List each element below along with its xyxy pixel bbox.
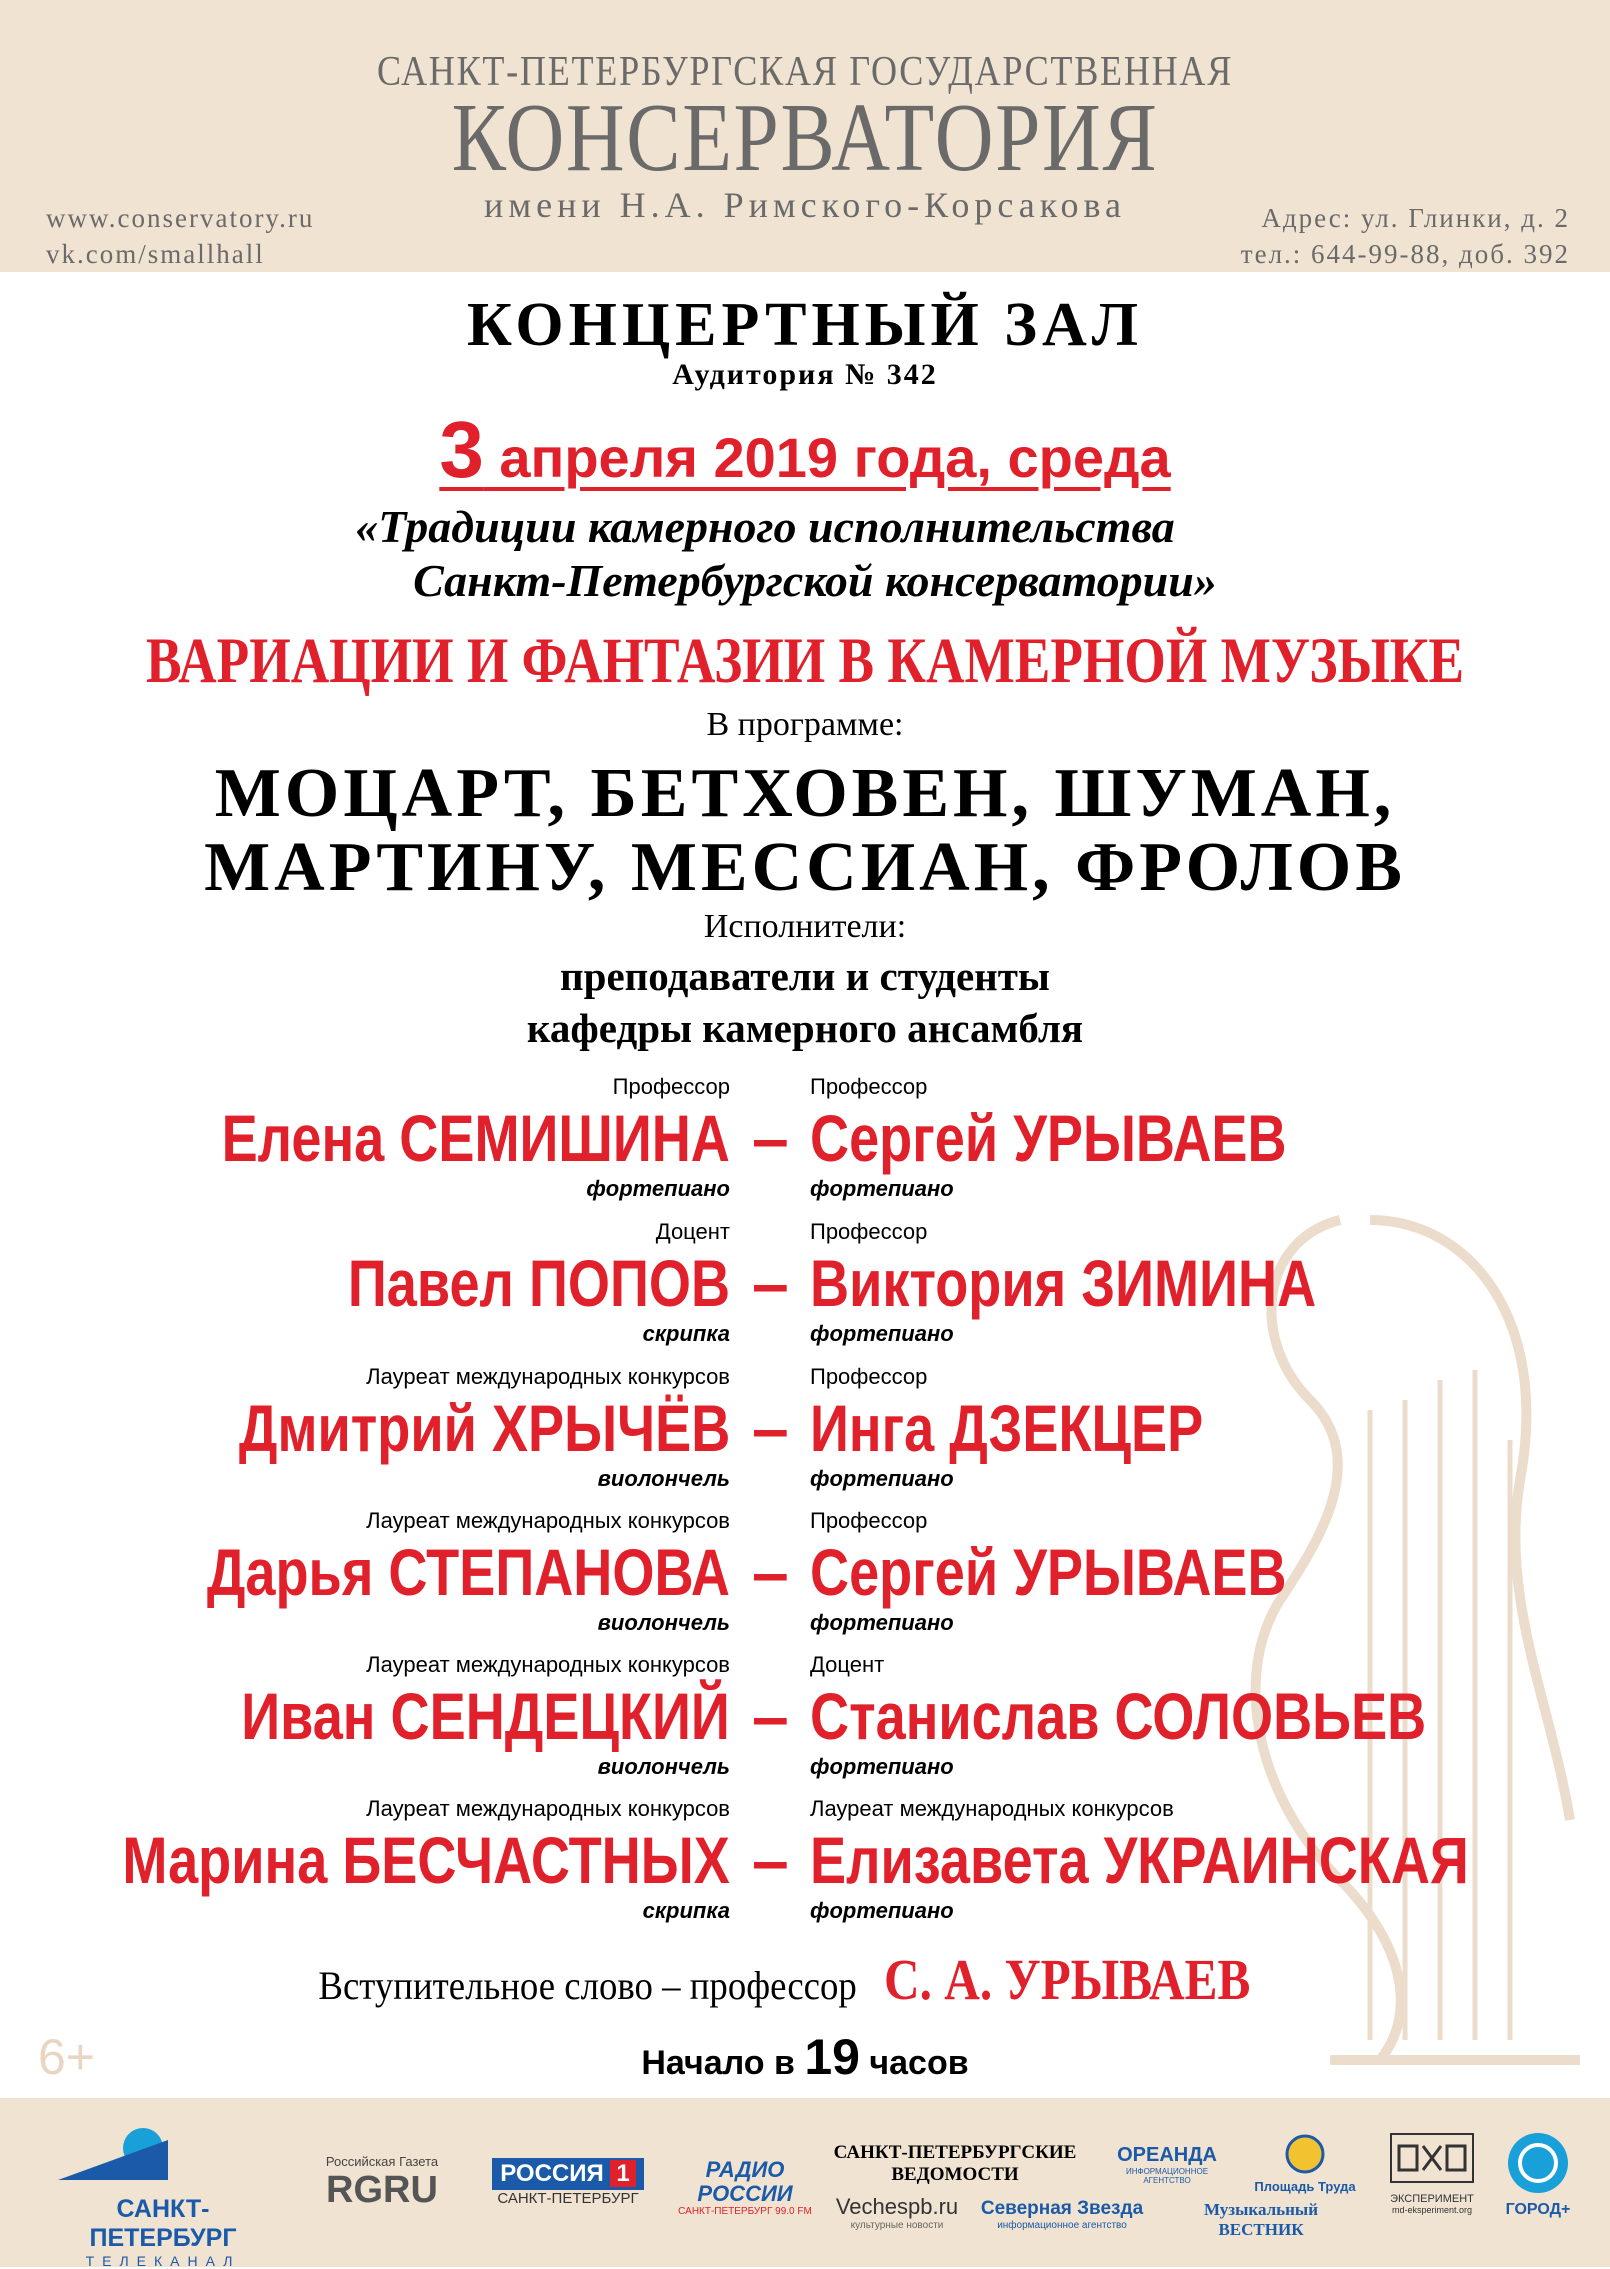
- header-line1: САНКТ-ПЕТЕРБУРГСКАЯ ГОСУДАРСТВЕННАЯ: [376, 49, 1234, 95]
- concert-hall-title: КОНЦЕРТНЫЙ ЗАЛ: [467, 291, 1143, 359]
- performer-name: Елена СЕМИШИНА: [221, 1101, 730, 1175]
- duo-right-performer: [810, 1508, 1391, 1636]
- duo-left-performer: [131, 1364, 730, 1492]
- performer-name: Виктория ЗИМИНА: [810, 1246, 1317, 1320]
- gorod-emblem-icon: [1505, 2130, 1571, 2196]
- concert-date: [0, 404, 1610, 496]
- performer-name: Елизавета УКРАИНСКАЯ: [810, 1823, 1469, 1897]
- performer-instrument: фортепиано: [810, 1466, 954, 1491]
- oreanda-sub: ИНФОРМАЦИОННОЕ АГЕНТСТВО: [1125, 2167, 1209, 2185]
- composers-line1: МОЦАРТ, БЕТХОВЕН, ШУМАН,: [214, 755, 1396, 832]
- duo-left-performer: [264, 1219, 730, 1347]
- performer-name: Сергей УРЫВАЕВ: [810, 1535, 1287, 1609]
- ploschad-emblem-icon: [1285, 2134, 1325, 2174]
- oreanda-name: ОРЕАНДА: [1117, 2144, 1217, 2166]
- performer-rank: Профессор: [810, 1364, 928, 1389]
- duo-left-performer: [134, 1652, 730, 1780]
- spb-tv-emblem-icon: [48, 2120, 278, 2190]
- address: Адрес: ул. Глинки, д. 2: [1261, 203, 1570, 233]
- duo-dash: –: [752, 1823, 789, 1897]
- phone: тел.: 644-99-88, доб. 392: [1240, 239, 1570, 269]
- vechespb-logo[interactable]: [832, 2194, 962, 2231]
- performer-name: Дмитрий ХРЫЧЁВ: [238, 1391, 730, 1465]
- start-suffix: часов: [859, 2044, 969, 2082]
- vk-link[interactable]: vk.com/smallhall: [46, 239, 265, 269]
- vestnik-logo[interactable]: [1186, 2200, 1336, 2240]
- performer-rank: Профессор: [810, 1219, 928, 1244]
- duo-right-performer: [810, 1796, 1610, 1924]
- eksperiment-name: ЭКСПЕРИМЕНТ: [1390, 2193, 1474, 2205]
- website-link[interactable]: www.conservatory.ru: [46, 203, 315, 233]
- performer-rank: Профессор: [612, 1074, 730, 1099]
- performer-rank: Лауреат международных конкурсов: [366, 1796, 730, 1821]
- ploschad-name: Площадь Труда: [1254, 2179, 1356, 2194]
- concert-theme: ВАРИАЦИИ И ФАНТАЗИИ В КАМЕРНОЙ МУЗЫКЕ: [145, 625, 1464, 697]
- performer-rank: Лауреат международных конкурсов: [810, 1796, 1174, 1821]
- duo-dash: –: [752, 1535, 789, 1609]
- spb-vedomosti-logo[interactable]: [828, 2142, 1082, 2186]
- header-band: [0, 0, 1610, 272]
- performer-name: Инга ДЗЕКЦЕР: [810, 1391, 1204, 1465]
- duo-right-performer: [810, 1652, 1562, 1780]
- start-time: [0, 2028, 1610, 2086]
- vechespb-sub: культурные новости: [850, 2220, 944, 2231]
- duo-left-performer: [0, 1796, 730, 1924]
- russia1-sub: САНКТ-ПЕТЕРБУРГ: [497, 2190, 639, 2207]
- performer-instrument: фортепиано: [810, 1754, 954, 1779]
- zvezda-name: Северная Звезда: [980, 2198, 1144, 2219]
- intro-speech: [0, 1946, 1610, 2013]
- zvezda-logo[interactable]: [962, 2198, 1162, 2231]
- date-day: 3: [439, 405, 484, 494]
- radio-russia-logo[interactable]: [660, 2158, 830, 2217]
- gorod-plus-logo[interactable]: [1498, 2130, 1578, 2219]
- spbved-name: САНКТ-ПЕТЕРБУРГСКИЕ ВЕДОМОСТИ: [833, 2142, 1077, 2185]
- performer-rank: Лауреат международных конкурсов: [366, 1652, 730, 1677]
- composers-line2: МАРТИНУ, МЕССИАН, ФРОЛОВ: [204, 829, 1406, 906]
- performer-instrument: фортепиано: [586, 1176, 730, 1201]
- performer-name: Марина БЕСЧАСТНЫХ: [122, 1823, 730, 1897]
- performer-instrument: фортепиано: [810, 1321, 954, 1346]
- header-line3: имени Н.А. Римского-Корсакова: [484, 185, 1126, 225]
- intro-label: Вступительное слово – профессор: [318, 1963, 857, 2008]
- duo-dash: –: [752, 1679, 789, 1753]
- performer-rank: Лауреат международных конкурсов: [366, 1364, 730, 1389]
- performer-instrument: виолончель: [597, 1754, 730, 1779]
- performers-line1: преподаватели и студенты: [560, 953, 1050, 999]
- performer-instrument: фортепиано: [810, 1176, 954, 1201]
- duo-row: [0, 1796, 1610, 1941]
- gorod-name: ГОРОД+: [1505, 2201, 1571, 2218]
- performer-name: Дарья СТЕПАНОВА: [206, 1535, 730, 1609]
- oreanda-logo[interactable]: [1102, 2144, 1232, 2185]
- duo-dash: –: [752, 1101, 789, 1175]
- intro-speaker: С. А. УРЫВАЕВ: [884, 1947, 1251, 2012]
- start-prefix: Начало в: [641, 2044, 805, 2082]
- duo-row: [0, 1508, 1610, 1653]
- radio-sub: САНКТ-ПЕТЕРБУРГ 99.0 FM: [678, 2206, 812, 2217]
- russia1-number: 1: [610, 2160, 635, 2187]
- performer-name: Иван СЕНДЕЦКИЙ: [241, 1679, 730, 1753]
- ploschad-truda-logo[interactable]: [1250, 2134, 1360, 2194]
- duo-row: [0, 1364, 1610, 1509]
- start-hour: 19: [804, 2029, 860, 2085]
- performer-name: Павел ПОПОВ: [347, 1246, 730, 1320]
- duo-right-performer: [810, 1219, 1427, 1347]
- duo-row: [0, 1074, 1610, 1219]
- performer-instrument: виолончель: [597, 1610, 730, 1635]
- radio-name: РАДИО РОССИИ: [697, 2157, 793, 2206]
- eksperiment-sub: md-eksperiment.org: [1391, 2205, 1473, 2215]
- performers-line2: кафедры камерного ансамбля: [526, 1005, 1084, 1051]
- zvezda-sub: информационное агентство: [997, 2220, 1127, 2231]
- rg-main: RGRU: [326, 2169, 438, 2211]
- date-rest: апреля 2019 года, среда: [483, 426, 1171, 489]
- performer-rank: Лауреат международных конкурсов: [366, 1508, 730, 1533]
- rg-logo[interactable]: [302, 2154, 462, 2212]
- auditorium: Аудитория № 342: [672, 358, 938, 391]
- sponsors-footer: [0, 2098, 1610, 2267]
- duo-dash: –: [752, 1391, 789, 1465]
- rg-small: Российская Газета: [325, 2154, 439, 2169]
- duo-row: [0, 1219, 1610, 1364]
- performer-instrument: фортепиано: [810, 1610, 954, 1635]
- header-line2: КОНСЕРВАТОРИЯ: [451, 84, 1159, 192]
- russia1-logo[interactable]: [488, 2158, 648, 2207]
- performer-name: Сергей УРЫВАЕВ: [810, 1101, 1287, 1175]
- performer-rank: Доцент: [810, 1652, 885, 1677]
- performer-instrument: скрипка: [642, 1321, 730, 1346]
- duo-right-performer: [810, 1074, 1391, 1202]
- russia1-text: РОССИЯ: [500, 2160, 604, 2187]
- duo-left-performer: [110, 1074, 730, 1202]
- vestnik-name: Музыкальный ВЕСТНИК: [1203, 2200, 1318, 2239]
- performer-rank: Доцент: [655, 1219, 730, 1244]
- performer-name: Станислав СОЛОВЬЕВ: [810, 1679, 1427, 1753]
- series-line1: «Традиции камерного исполнительства: [355, 501, 1175, 552]
- spb-tv-name: САНКТ-ПЕТЕРБУРГ: [89, 2195, 237, 2252]
- performers-label: Исполнители:: [703, 908, 907, 945]
- header-contacts-left: [46, 200, 314, 272]
- age-rating: 6+: [38, 2029, 96, 2085]
- program-label: В программе:: [706, 706, 904, 743]
- series-line2: Санкт-Петербургской консерватории»: [413, 555, 1217, 606]
- header-contacts-right: [1241, 200, 1570, 272]
- duo-right-performer: [810, 1364, 1290, 1492]
- performer-rank: Профессор: [810, 1508, 928, 1533]
- duo-dash: –: [752, 1246, 789, 1320]
- duo-left-performer: [92, 1508, 730, 1636]
- vechespb-name: Vechespb.ru: [835, 2194, 959, 2219]
- spb-tv-sub: ТЕЛЕКАНАЛ: [85, 2253, 241, 2269]
- spb-tv-logo[interactable]: [48, 2120, 278, 2269]
- performer-instrument: фортепиано: [810, 1898, 954, 1923]
- performer-rank: Профессор: [810, 1074, 928, 1099]
- performer-instrument: виолончель: [597, 1466, 730, 1491]
- eksperiment-emblem-icon: [1387, 2128, 1477, 2188]
- eksperiment-logo[interactable]: [1382, 2128, 1482, 2215]
- performer-instrument: скрипка: [642, 1898, 730, 1923]
- duo-row: [0, 1652, 1610, 1797]
